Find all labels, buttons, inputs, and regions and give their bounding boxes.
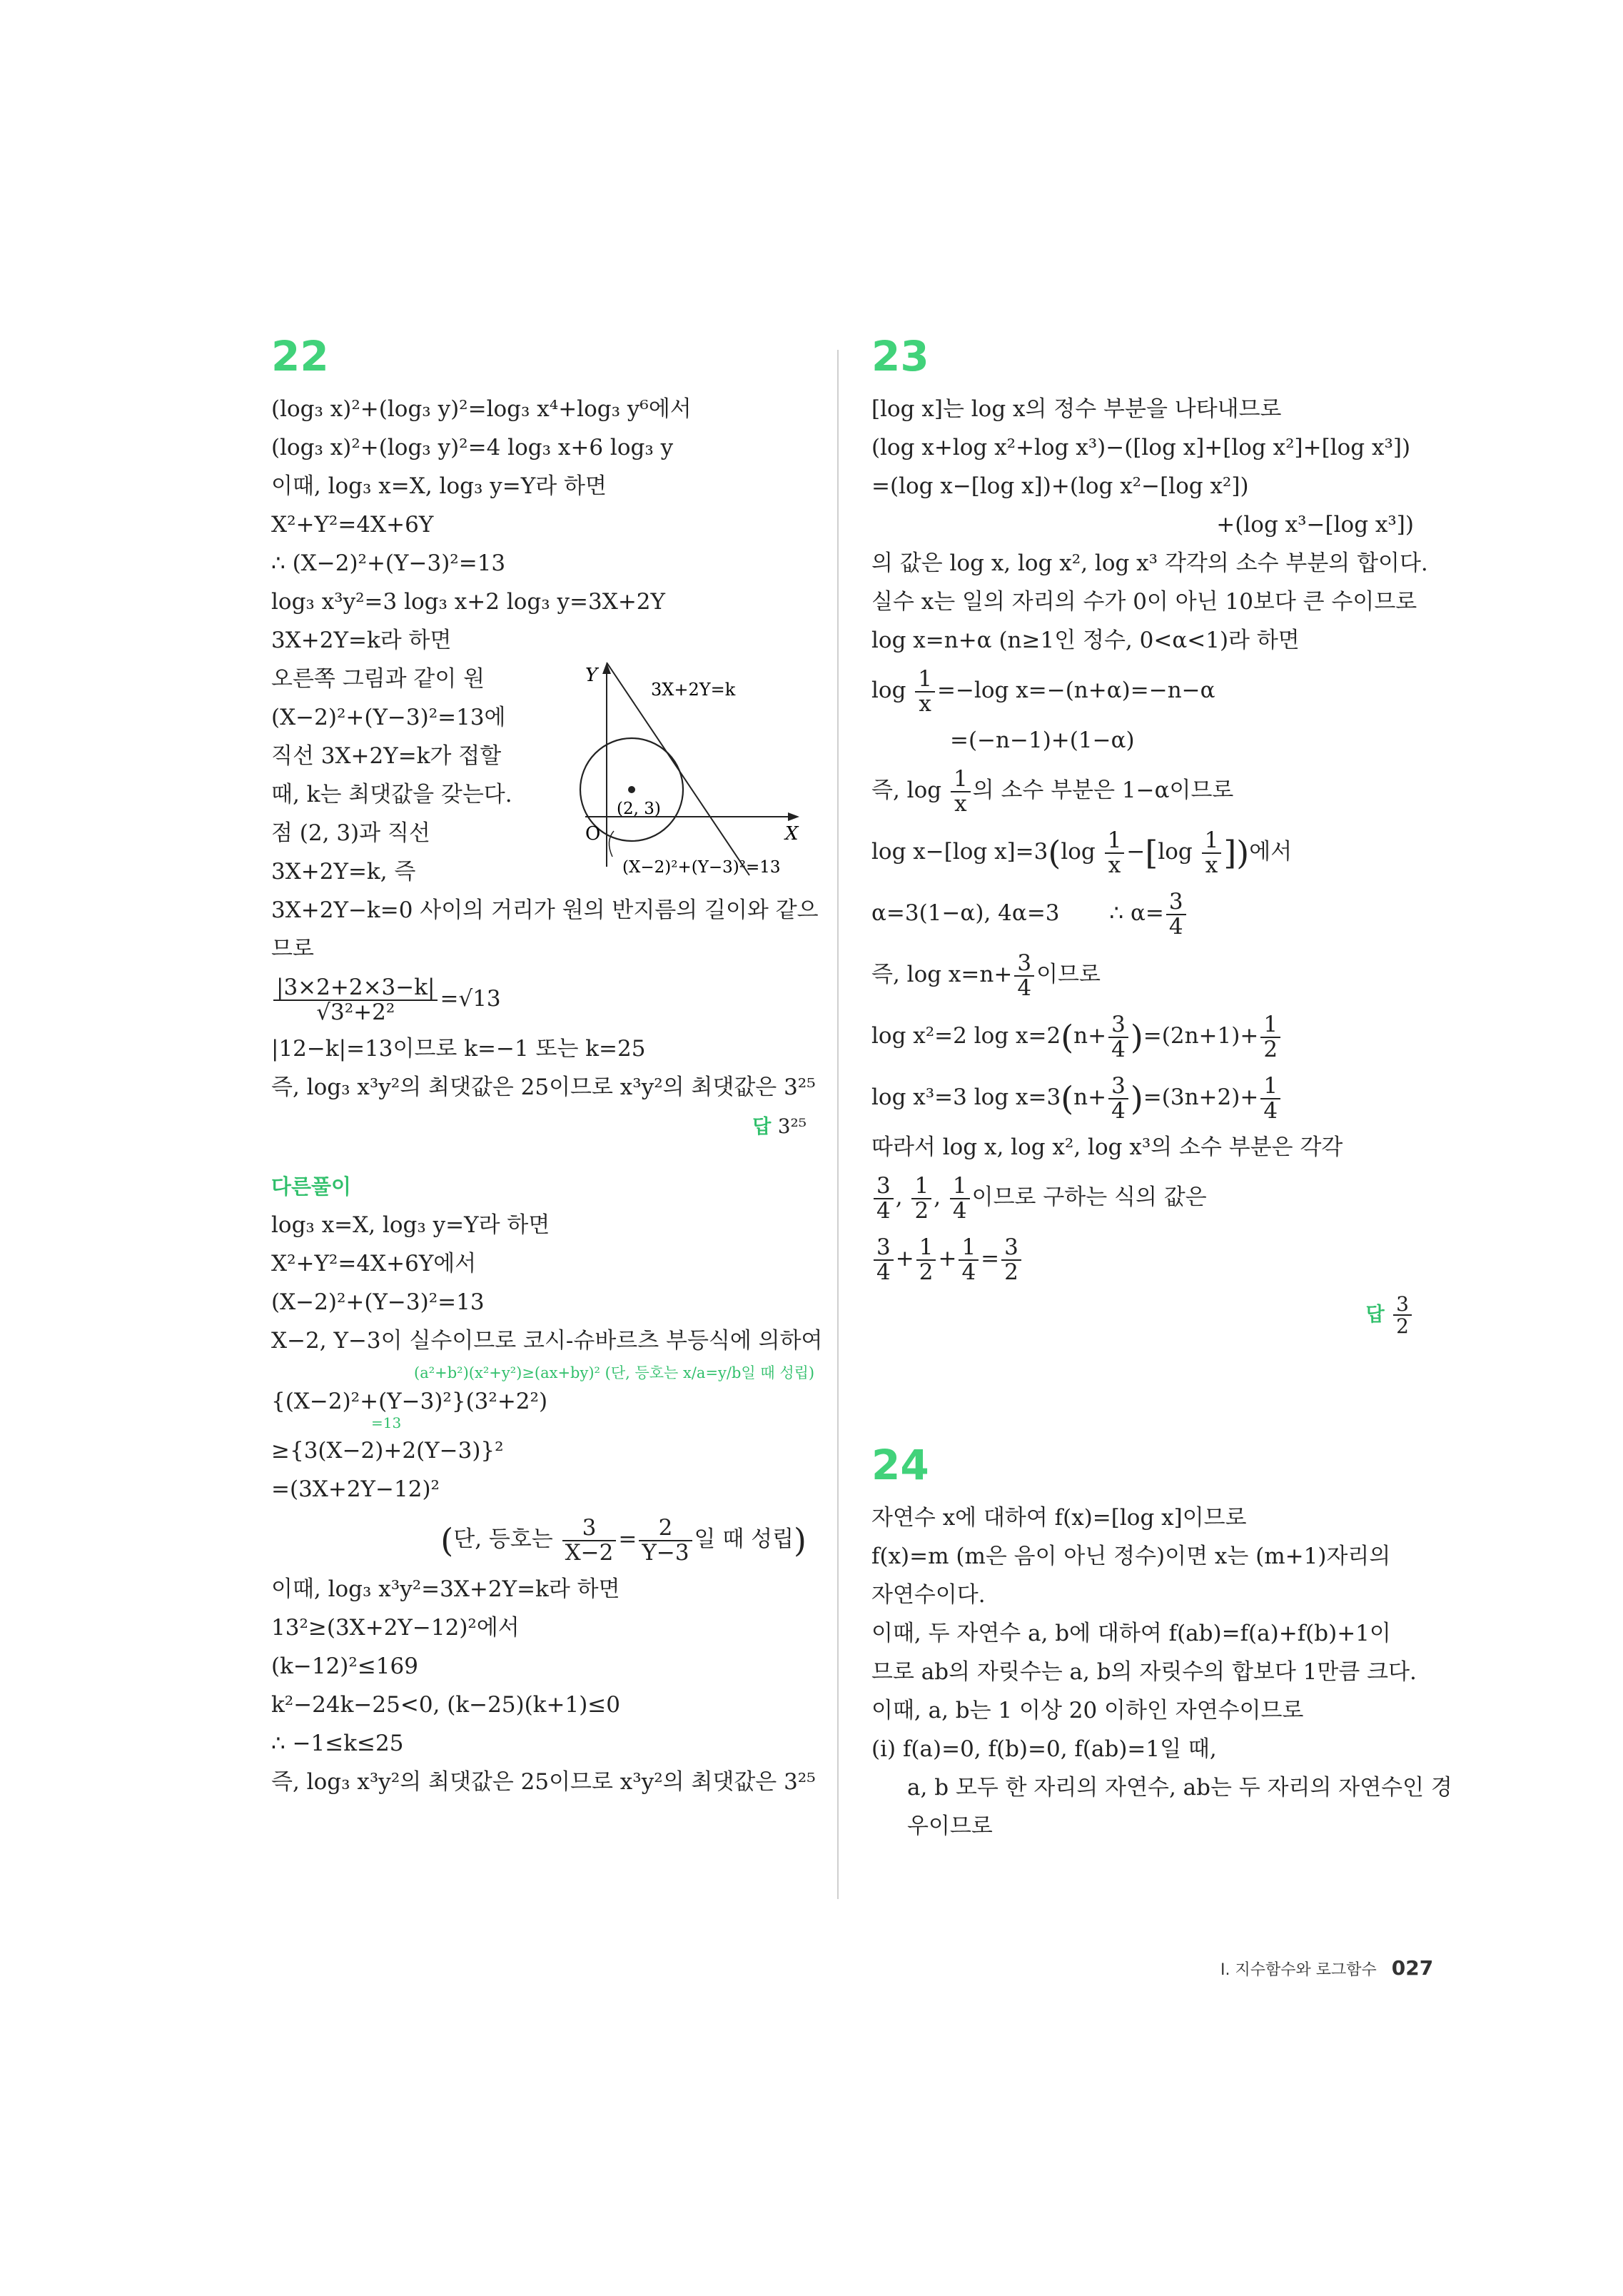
circle-label-pointer (609, 831, 614, 857)
denominator: 4 (876, 1197, 891, 1224)
cauchy-schwarz-note: (a²+b²)(x²+y²)≥(ax+by)² (단, 등호는 x/a=y/b일 때 성립) (414, 1364, 815, 1381)
y-axis-label: Y (585, 665, 598, 686)
numerator: 3 (1108, 1074, 1128, 1099)
denominator: 2 (1263, 1036, 1278, 1062)
solution-line: log x=n+α (n≥1인 정수, 0<α<1)라 하면 (871, 628, 1300, 653)
page-footer (1220, 1956, 1433, 1980)
numerator: 1 (1202, 829, 1222, 854)
solution-line: 이때, log₃ x³y²=3X+2Y=k라 하면 (271, 1576, 620, 1602)
plus-sign: + (938, 1246, 957, 1272)
denominator: x (1205, 852, 1218, 878)
circle-tangent-figure (571, 653, 814, 888)
page-number: 027 (1391, 1956, 1434, 1980)
center-point (628, 786, 635, 793)
solution-line: |12−k|=13이므로 k=−1 또는 k=25 (271, 1036, 646, 1062)
problem-24 (871, 1440, 1452, 1846)
denominator: Y−3 (642, 1539, 689, 1566)
alternative-solution-title: 다른풀이 (271, 1174, 352, 1199)
center-label: (2, 3) (617, 800, 661, 818)
equation-rhs: =√13 (440, 986, 501, 1012)
answer (871, 1294, 1414, 1337)
solution-line: 13²≥(3X+2Y−12)²에서 (271, 1615, 520, 1641)
equation-line (871, 1228, 1414, 1289)
solution-line: 3X+2Y=k, 즉 (271, 859, 416, 885)
denominator: x (919, 690, 931, 717)
equation-text: log x³=3 log x=3 (871, 1084, 1061, 1110)
solution-line: (log x+log x²+log x³)−([log x]+[log x²]+[log x³]) (871, 435, 1411, 460)
numerator: 1 (1105, 829, 1125, 854)
solution-line: +(log x³−[log x³]) (1216, 512, 1414, 538)
numerator: 1 (1260, 1013, 1280, 1038)
plus-sign: + (895, 1246, 914, 1272)
solution-line: X²+Y²=4X+6Y (271, 512, 434, 538)
solution-line: 오른쪽 그림과 같이 원 (271, 666, 485, 692)
condition-text: 단, 등호는 (453, 1526, 553, 1552)
solution-line: 점 (2, 3)과 직선 (271, 820, 430, 846)
x-axis-label: X (785, 823, 799, 845)
denominator: 2 (1004, 1259, 1018, 1285)
numerator: 1 (1260, 1074, 1280, 1099)
solution-line: k²−24k−25<0, (k−25)(k+1)≤0 (271, 1692, 621, 1718)
solution-line: 이때, 두 자연수 a, b에 대하여 f(ab)=f(a)+f(b)+1이 (871, 1620, 1391, 1646)
denominator: 4 (1263, 1097, 1278, 1124)
equation-text: 즉, log x=n+ (871, 962, 1013, 987)
denominator: 4 (1111, 1097, 1126, 1124)
numerator: 1 (916, 1236, 936, 1261)
line-label: 3X+2Y=k (651, 680, 736, 700)
denominator: 4 (961, 1259, 976, 1285)
solution-line: 때, k는 최댓값을 갖는다. (271, 782, 512, 807)
distance-fraction (273, 976, 438, 1024)
equals-sign: = (981, 1246, 1000, 1272)
problem-22 (271, 332, 823, 1801)
solution-line: log₃ x=X, log₃ y=Y라 하면 (271, 1212, 550, 1238)
solution-line: 우이므로 (907, 1813, 993, 1839)
equation-text: log x−[log x]=3 (871, 839, 1048, 865)
numerator: 3 (874, 1174, 894, 1199)
numerator: 1 (911, 1174, 931, 1199)
equals-sign: = (618, 1526, 637, 1552)
numerator: 3 (1001, 1236, 1021, 1261)
solution-line: 3X+2Y−k=0 사이의 거리가 원의 반지름의 길이와 같으 (271, 897, 819, 923)
denominator: X−2 (565, 1539, 614, 1566)
solution-line: 3X+2Y=k라 하면 (271, 628, 452, 653)
equation-text: 즉, log (871, 777, 942, 803)
solution-line: (log₃ x)²+(log₃ y)²=log₃ x⁴+log₃ y⁶에서 (271, 396, 692, 422)
solution-line: =(3X+2Y−12)² (271, 1476, 440, 1502)
solution-line: a, b 모두 한 자리의 자연수, ab는 두 자리의 자연수인 경 (907, 1774, 1452, 1801)
equation-line (871, 1167, 1414, 1228)
solution-line: (X−2)²+(Y−3)²=13에 (271, 705, 506, 730)
solution-line: {(X−2)²+(Y−3)²}(3²+2²) (271, 1389, 548, 1414)
figure-block (271, 660, 807, 891)
numerator: 2 (639, 1516, 692, 1541)
denominator: 4 (1017, 975, 1032, 1001)
numerator: 3 (1108, 1013, 1128, 1038)
denominator: 2 (914, 1197, 929, 1224)
solution-line: 자연수이다. (871, 1581, 986, 1608)
chapter-title: Ⅰ. 지수함수와 로그함수 (1220, 1961, 1377, 1979)
problem-number: 24 (871, 1440, 929, 1489)
numerator: 3 (1166, 890, 1186, 915)
numerator: 1 (950, 1174, 970, 1199)
solution-line: 즉, log₃ x³y²의 최댓값은 25이므로 x³y²의 최댓값은 3²⁵ (271, 1074, 816, 1100)
denominator: x (954, 790, 967, 817)
solution-line: ∴ (X−2)²+(Y−3)²=13 (271, 550, 506, 576)
solution-line: 따라서 log x, log x², log x³의 소수 부분은 각각 (871, 1134, 1343, 1160)
solution-line: ≥{3(X−2)+2(Y−3)}² (271, 1438, 504, 1464)
numerator: |3×2+2×3−k| (273, 976, 438, 1001)
solution-line: 므로 (271, 936, 314, 962)
solution-line: (ⅰ) f(a)=0, f(b)=0, f(ab)=1일 때, (871, 1736, 1217, 1762)
solution-line: 직선 3X+2Y=k가 접할 (271, 743, 502, 769)
equation-text: log x²=2 log x=2 (871, 1023, 1061, 1049)
equation-line: log x²=2 log x=2(n+ $\frac{3}{4}$ )=(2n+1)+ $\frac{1}{2}$ (871, 1005, 1414, 1067)
separator: , (895, 1184, 903, 1210)
problem-number: 22 (271, 332, 329, 381)
numerator: 3 (1393, 1294, 1412, 1316)
denominator: x (1108, 852, 1121, 878)
right-column (871, 332, 1452, 1846)
solution-line: log₃ x³y²=3 log₃ x+2 log₃ y=3X+2Y (271, 589, 665, 615)
solution-line: (X−2)²+(Y−3)²=13 (271, 1289, 485, 1315)
numerator: 1 (959, 1236, 979, 1261)
equation-text: n+ (1073, 1084, 1107, 1110)
equation-text: =−log x=−(n+α)=−n−α (937, 678, 1215, 703)
solution-line: f(x)=m (m은 음이 아닌 정수)이면 x는 (m+1)자리의 (871, 1543, 1391, 1569)
equation-text: 의 소수 부분은 1−α이므로 (972, 777, 1234, 803)
numerator: 1 (951, 767, 971, 792)
equation-line: log x³=3 log x=3(n+ $\frac{3}{4}$ )=(3n+2)+ $\frac{1}{4}$ (871, 1067, 1414, 1128)
equation-text: log (871, 678, 906, 703)
equation-text: ∴ α= (1109, 900, 1164, 926)
equation-text: 에서 (1249, 839, 1293, 865)
underbrace-note: =13 (371, 1414, 402, 1431)
solution-line: 자연수 x에 대하여 f(x)=[log x]이므로 (871, 1504, 1247, 1531)
solution-line: X²+Y²=4X+6Y에서 (271, 1251, 477, 1277)
answer-label: 답 (752, 1116, 772, 1138)
x-axis-arrow (788, 812, 799, 821)
answer-label: 답 (1365, 1303, 1385, 1326)
denominator: 4 (1111, 1036, 1126, 1062)
equation-text: log (1158, 839, 1193, 865)
problem-number: 23 (871, 332, 929, 381)
condition-text: 일 때 성립 (694, 1526, 794, 1552)
numerator: 3 (874, 1236, 894, 1261)
solution-line: =(log x−[log x])+(log x²−[log x²]) (871, 473, 1249, 499)
equation-text: − (1126, 839, 1146, 865)
solution-line: ∴ −1≤k≤25 (271, 1731, 404, 1756)
solution-line: 실수 x는 일의 자리의 수가 0이 아닌 10보다 큰 수이므로 (871, 589, 1417, 615)
solution-line: 의 값은 log x, log x², log x³ 각각의 소수 부분의 합이다. (871, 550, 1428, 576)
solution-line: (log₃ x)²+(log₃ y)²=4 log₃ x+6 log₃ y (271, 435, 674, 460)
equation-line: =(−n−1)+(1−α) (950, 727, 1135, 753)
equation-line: log x−[log x]=3(log $\frac{1}{x}$ −[log $\frac{1}{x}$ ])에서 (871, 827, 1293, 878)
denominator: 4 (876, 1259, 891, 1285)
equation-line (871, 944, 1414, 1005)
equation-text: =(3n+2)+ (1143, 1084, 1259, 1110)
equality-condition: (단, 등호는 $\frac{3}{X-2}$ = $\frac{2}{Y-3}$ 일 때 성립) (440, 1514, 807, 1566)
separator: , (934, 1184, 941, 1210)
equation-text: n+ (1073, 1023, 1107, 1049)
numerator: 1 (915, 668, 935, 693)
solution-line: [log x]는 log x의 정수 부분을 나타내므로 (871, 396, 1282, 422)
solution-line: 이때, log₃ x=X, log₃ y=Y라 하면 (271, 473, 607, 499)
denominator: 4 (952, 1197, 967, 1224)
equation-text: α=3(1−α), 4α=3 (871, 900, 1060, 926)
solution-line: 이때, a, b는 1 이상 20 이하인 자연수이므로 (871, 1697, 1304, 1723)
origin-label: O (585, 823, 601, 845)
answer (271, 1111, 807, 1139)
solution-line: X−2, Y−3이 실수이므로 코시-슈바르츠 부등식에 의하여 (271, 1328, 823, 1354)
denominator: 4 (1168, 913, 1183, 940)
solution-line: 즉, log₃ x³y²의 최댓값은 25이므로 x³y²의 최댓값은 3²⁵ (271, 1769, 816, 1795)
equation-text: log (1061, 839, 1096, 865)
problem-23 (871, 332, 1428, 1339)
equation-line (871, 760, 1414, 821)
equation-text: 이므로 (1036, 962, 1101, 987)
numerator: 3 (562, 1516, 617, 1541)
denominator: √3²+2² (316, 999, 395, 1025)
denominator: 2 (919, 1259, 934, 1285)
column-divider (837, 350, 839, 1899)
equation-line (871, 660, 1414, 721)
distance-equation (271, 968, 807, 1029)
solution-line: 므로 ab의 자릿수는 a, b의 자릿수의 합보다 1만큼 크다. (871, 1658, 1417, 1685)
circle-label: (X−2)²+(Y−3)²=13 (622, 858, 781, 877)
denominator: 2 (1396, 1314, 1409, 1339)
equation-text: 이므로 구하는 식의 값은 (971, 1184, 1207, 1210)
answer-value: 3²⁵ (777, 1114, 807, 1138)
solution-line: (k−12)²≤169 (271, 1653, 418, 1679)
equation-line (871, 882, 1414, 944)
numerator: 3 (1014, 952, 1034, 977)
equation-text: =(2n+1)+ (1143, 1023, 1259, 1049)
